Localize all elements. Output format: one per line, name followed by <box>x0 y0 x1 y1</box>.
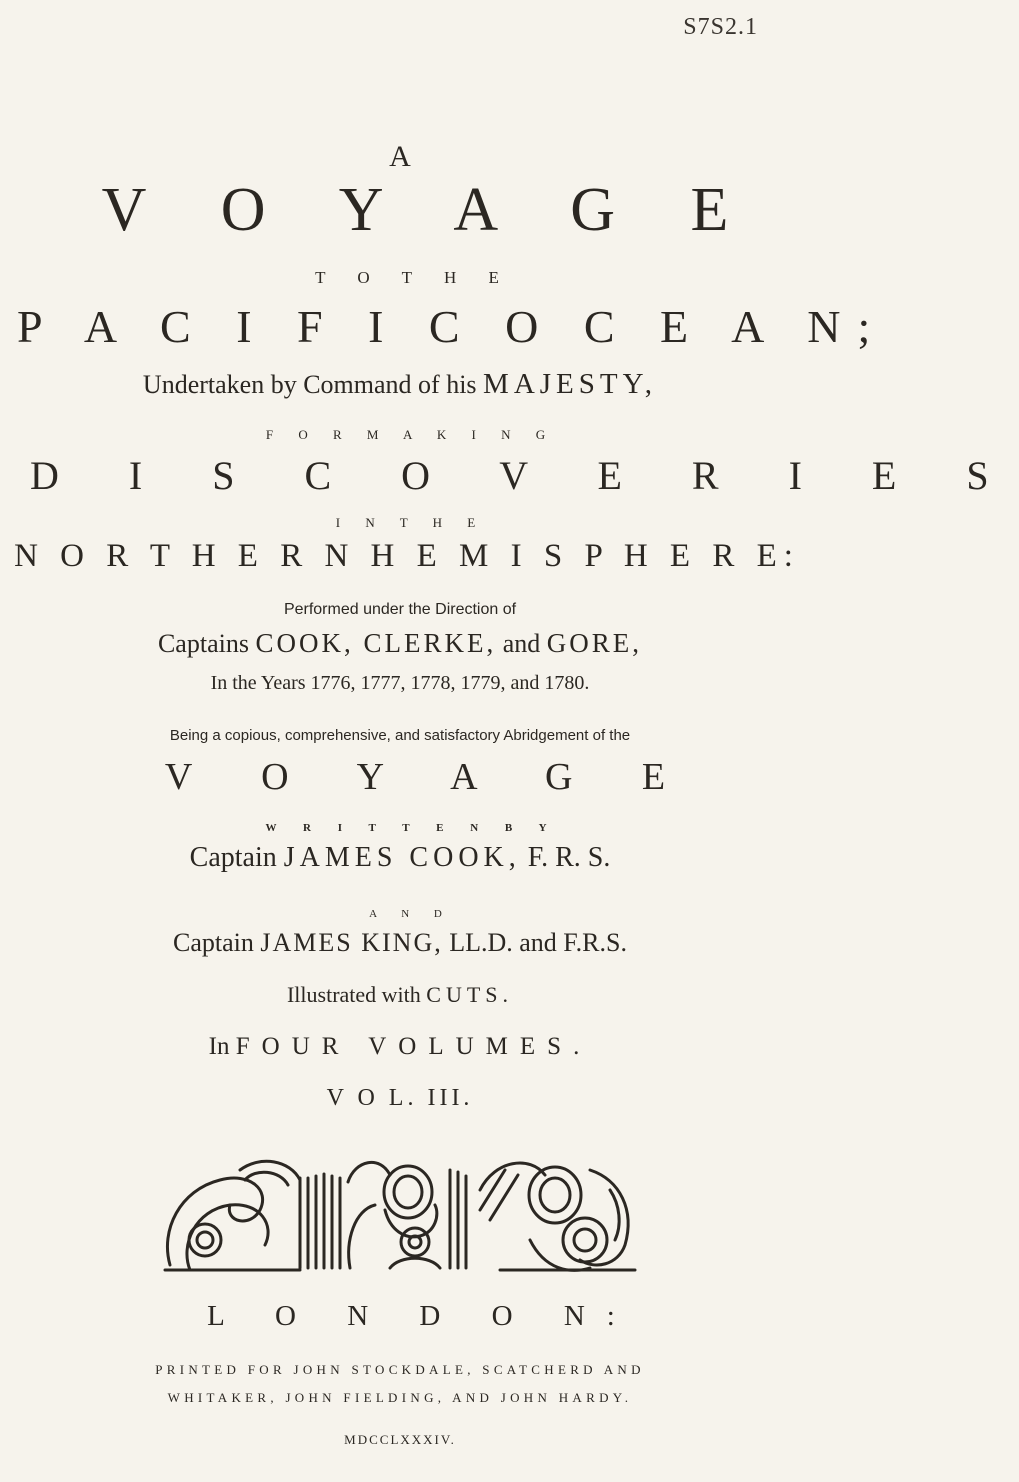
captains-prefix: Captains <box>157 629 249 658</box>
king-name: JAMES KING, <box>260 928 443 957</box>
title-article: A <box>389 140 411 173</box>
imprint-date: MDCCLXXXIV. <box>344 1432 456 1447</box>
shelfmark: S7S2.1 <box>683 14 758 40</box>
undertaken-line <box>0 368 800 401</box>
captains-line <box>0 628 800 659</box>
volumes-line <box>0 1033 800 1061</box>
cuts-word: CUTS. <box>426 982 514 1007</box>
northern-hemisphere-title: N O R T H E R N H E M I S P H E R E: <box>14 538 800 574</box>
captain-gore: GORE, <box>546 628 643 658</box>
four-volumes: FOUR VOLUMES. <box>235 1033 592 1060</box>
written-by-line: W R I T T E N B Y <box>265 822 559 834</box>
majesty-word: MAJESTY, <box>483 368 658 400</box>
author-king-line <box>0 928 800 958</box>
years-line: In the Years 1776, 1777, 1778, 1779, and 1780. <box>210 672 590 694</box>
illustrated-prefix: Illustrated with <box>286 982 421 1007</box>
king-suffix: LL.D. and F.R.S. <box>449 928 627 957</box>
imprint-london: L O N D O N: <box>207 1300 637 1332</box>
author-cook-line <box>0 842 800 874</box>
printers-ornament-icon <box>150 1150 650 1280</box>
printers-line-1: PRINTED FOR JOHN STOCKDALE, SCATCHERD AND <box>155 1362 645 1377</box>
volume-number: V O L. III. <box>326 1085 474 1111</box>
discoveries-title: D I S C O V E R I E S <box>30 453 1019 498</box>
for-making-line: F O R M A K I N G <box>265 427 557 442</box>
abridgement-line: Being a copious, comprehensive, and satisfactory Abridgement of the <box>169 727 631 744</box>
to-the-line: T O T H E <box>315 268 513 287</box>
cook-suffix: F. R. S. <box>527 842 611 873</box>
in-the-line: I N T H E <box>335 515 487 530</box>
pacific-ocean-title: P A C I F I C O C E A N; <box>17 301 888 352</box>
performed-line: Performed under the Direction of <box>283 601 517 618</box>
cook-prefix: Captain <box>189 842 277 873</box>
and-line: A N D <box>369 908 453 920</box>
printers-line-2: WHITAKER, JOHN FIELDING, AND JOHN HARDY. <box>167 1390 633 1405</box>
illustrated-line <box>0 982 800 1008</box>
captains-names: COOK, CLERKE, <box>255 628 497 658</box>
volumes-prefix: In <box>208 1033 230 1060</box>
cook-name: JAMES COOK, <box>283 842 521 873</box>
king-prefix: Captain <box>173 928 254 957</box>
captains-and: and <box>502 629 541 658</box>
undertaken-prefix: Undertaken by Command of his <box>142 370 477 399</box>
main-title-voyage: V O Y A G E <box>101 176 759 244</box>
voyage-subtitle: V O Y A G E <box>164 756 696 798</box>
